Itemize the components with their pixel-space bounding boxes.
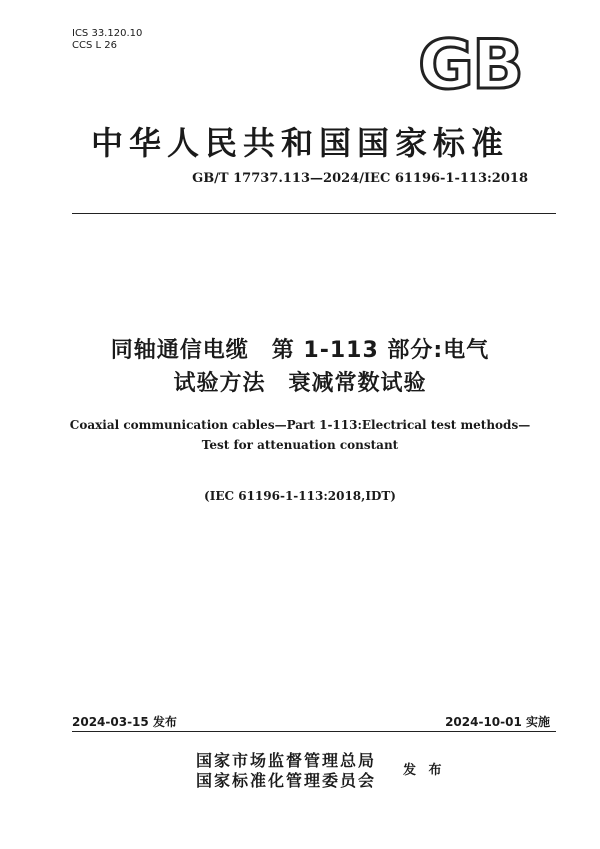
chinese-title-line-2: 试验方法 衰减常数试验 bbox=[173, 371, 427, 396]
ics-code: ICS 33.120.10 bbox=[72, 28, 143, 39]
ccs-code: CCS L 26 bbox=[72, 40, 117, 51]
publish-label: 发 布 bbox=[403, 763, 446, 778]
implement-date: 2024-10-01 实施 bbox=[445, 715, 550, 729]
national-standard-title: 中华人民共和国国家标准 bbox=[90, 124, 509, 162]
gb-logo-letters: GB bbox=[418, 30, 522, 94]
standard-code: GB/T 17737.113—2024/IEC 61196-1-113:2018 bbox=[192, 171, 528, 186]
english-title-line-1: Coaxial communication cables—Part 1-113:Electrical test methods— bbox=[69, 418, 531, 432]
english-title-line-2: Test for attenuation constant bbox=[201, 438, 399, 452]
ics-ccs-block bbox=[72, 28, 142, 52]
identical-adoption-note: (IEC 61196-1-113:2018,IDT) bbox=[204, 489, 396, 503]
gb-logo-icon bbox=[410, 30, 530, 94]
issuer-samr: 国家市场监督管理总局 bbox=[196, 751, 377, 770]
top-divider bbox=[72, 213, 556, 214]
publish-date: 2024-03-15 发布 bbox=[72, 715, 177, 729]
bottom-divider bbox=[72, 731, 556, 732]
issuer-sac: 国家标准化管理委员会 bbox=[196, 771, 377, 790]
chinese-title-line-1: 同轴通信电缆 第 1-113 部分:电气 bbox=[110, 338, 490, 363]
gb-logo bbox=[410, 30, 530, 94]
